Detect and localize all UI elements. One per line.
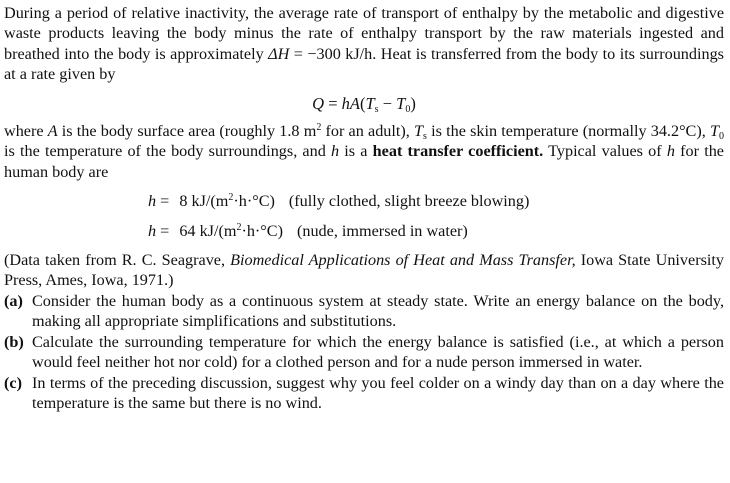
h-value-a: 8 kJ/(m — [179, 192, 229, 211]
eq-paren-close: ) — [410, 93, 416, 113]
where-text-7: Typical values of — [543, 142, 667, 161]
where-text-6: is a — [339, 142, 373, 161]
part-text: Calculate the surrounding temperature for which the energy balance is satisfied (i.e., at which a person would feel neither hot nor cold) for a clothed person and for a nude person immersed in water. — [32, 332, 724, 372]
delta-h-symbol: ΔH — [268, 44, 290, 63]
part-label: (c) — [4, 373, 22, 392]
part-label: (b) — [4, 332, 24, 351]
where-text-8: for the human body are — [4, 142, 724, 181]
intro-text-b: . Heat is transferred from the body to its surroundings at a rate given by — [4, 44, 724, 84]
intro-paragraph — [4, 3, 724, 85]
intro-text-a: During a period of relative inactivity, the average rate of transport of enthalpy by the metabolic and digestive waste products leaving the body minus the rate of enthalpy transport by the raw materials ingested and breathed into the body is approximately — [4, 4, 724, 63]
heat-rate-equation — [4, 94, 724, 114]
h-note: (fully clothed, slight breeze blowing) — [288, 192, 530, 211]
h-note: (nude, immersed in water) — [296, 221, 468, 240]
where-text-3: for an adult), — [321, 122, 415, 141]
where-sup: 2 — [316, 122, 322, 134]
source-title: Biomedical Applications of Heat and Mass Transfer, — [230, 251, 576, 270]
eq-ha: hA — [341, 93, 360, 113]
h-value-nude — [4, 221, 724, 241]
source-post: Iowa State University Press, Ames, Iowa, 1971.) — [4, 251, 724, 290]
source-citation — [4, 250, 724, 291]
part-text: Consider the human body as a continuous system at steady state. Write an energy balance on the body, making all appropriate simplifications and substitutions. — [32, 291, 724, 331]
where-h: h — [331, 142, 340, 161]
where-t0-sub: 0 — [718, 131, 724, 143]
eq-q: Q — [312, 93, 325, 113]
part-a — [4, 291, 724, 332]
h-value-clothed — [4, 191, 724, 211]
where-text-5: is the temperature of the body surroundings, and — [4, 142, 332, 161]
where-text-1: where — [4, 122, 48, 141]
eq-minus: − — [378, 93, 397, 113]
eq-paren-open: ( — [359, 93, 366, 113]
part-text: In terms of the preceding discussion, suggest why you feel colder on a windy day than on a day where the temperature is the same but there is no wind. — [32, 373, 724, 412]
h-value-sup: 2 — [236, 221, 242, 233]
h-equals: = — [156, 192, 174, 211]
h-value-sup: 2 — [228, 192, 234, 204]
where-paragraph — [4, 121, 724, 182]
eq-t0-sub: 0 — [405, 103, 411, 115]
eq-t0: T — [396, 93, 406, 113]
where-h2: h — [666, 142, 675, 161]
source-pre: (Data taken from R. C. Seagrave, — [4, 251, 231, 270]
spacer — [4, 241, 724, 250]
part-label: (a) — [4, 291, 23, 310]
eq-equals: = — [324, 93, 342, 113]
part-b — [4, 332, 724, 373]
eq-ts: T — [365, 93, 375, 113]
delta-h-value: = −300 kJ/h — [289, 44, 373, 63]
where-text-4: is the skin temperature (normally 34.2°C), — [426, 122, 710, 141]
where-ts-sub: s — [423, 131, 427, 143]
h-var: h — [148, 221, 157, 240]
h-equals: = — [156, 221, 174, 240]
where-a: A — [47, 122, 58, 141]
where-t0: T — [709, 122, 719, 141]
h-value-b: ·h·°C) — [241, 221, 283, 240]
spacer — [4, 182, 724, 191]
h-value-b: ·h·°C) — [233, 192, 275, 211]
eq-ts-sub: s — [374, 103, 379, 115]
where-ts: T — [414, 122, 424, 141]
part-c — [4, 373, 724, 414]
h-value-a: 64 kJ/(m — [179, 221, 237, 240]
h-var: h — [148, 192, 157, 211]
where-text-2: is the body surface area (roughly 1.8 m — [57, 122, 317, 141]
where-bold-term: heat transfer coefficient. — [372, 142, 544, 161]
